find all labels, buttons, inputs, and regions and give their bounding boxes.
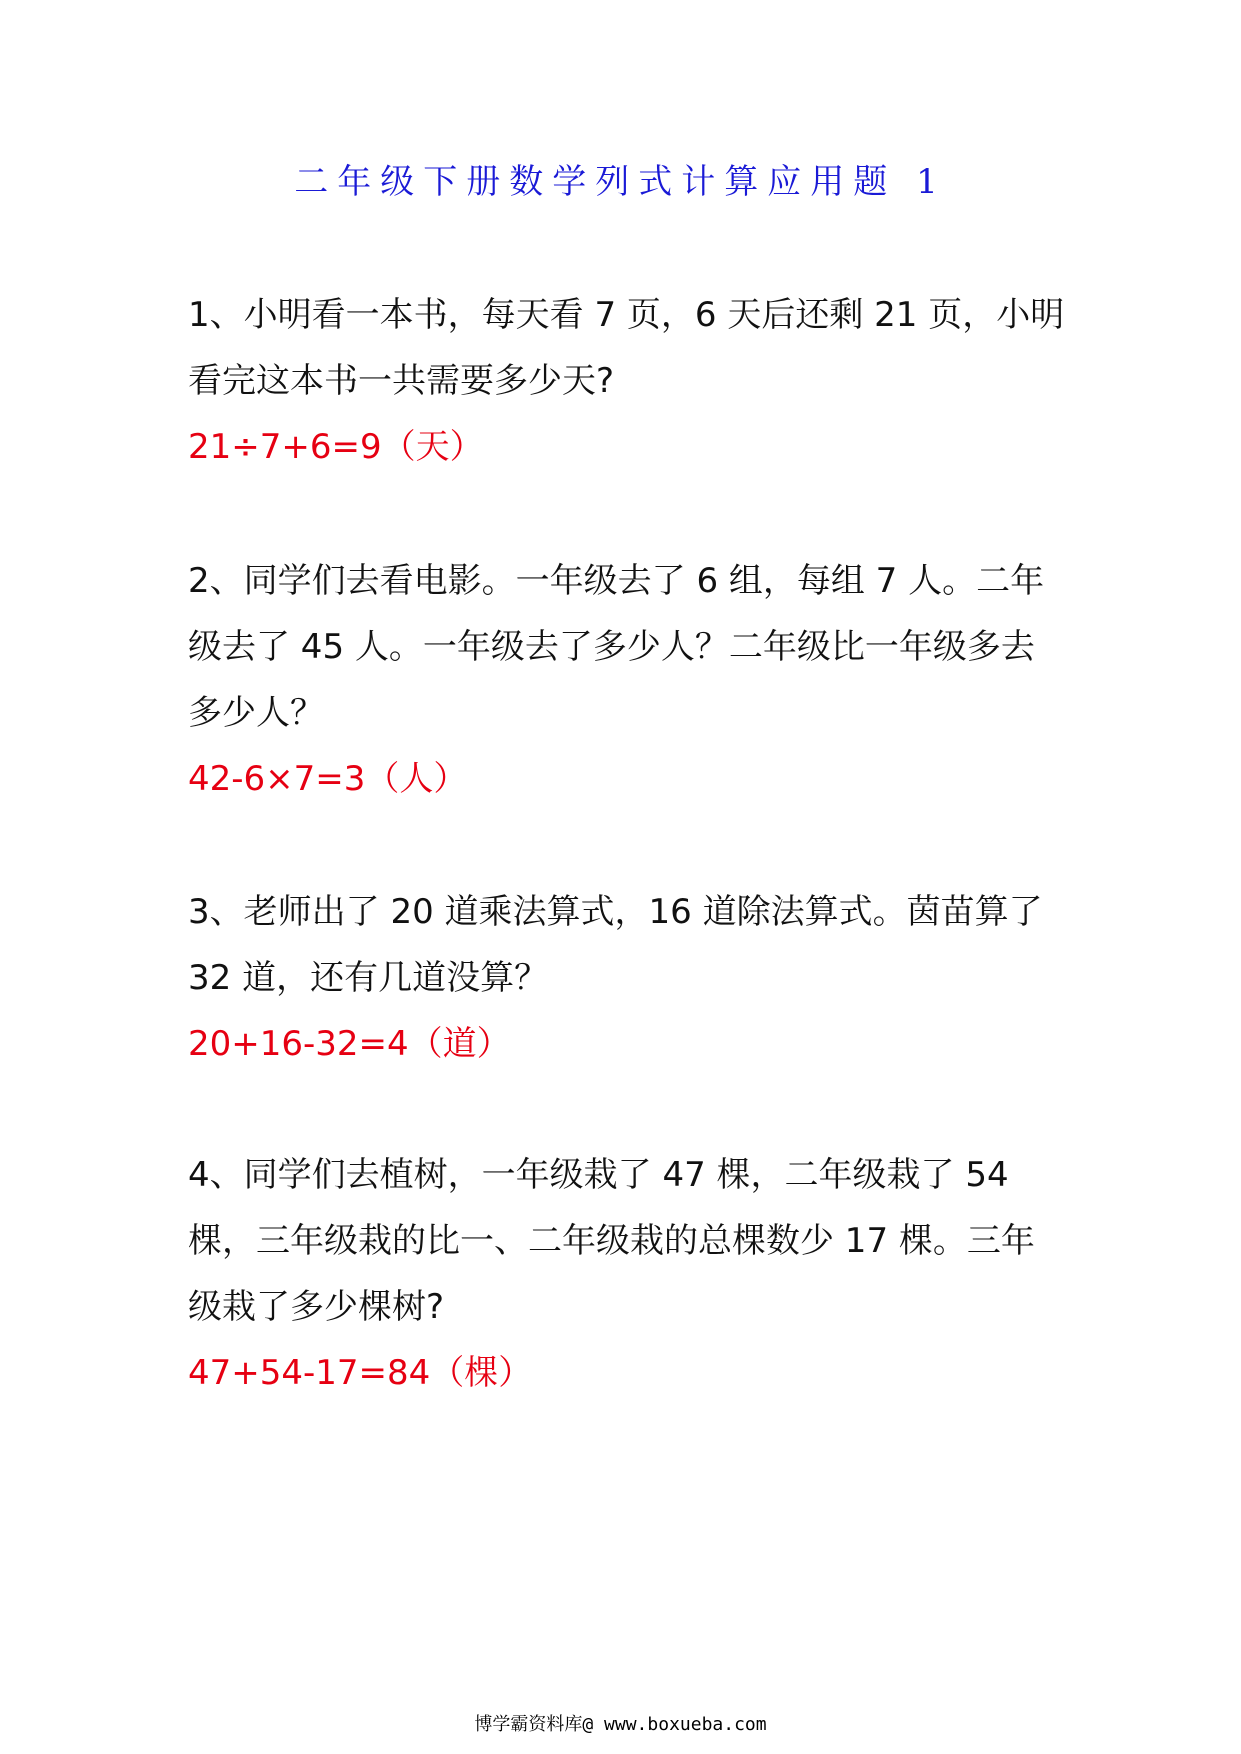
problem-1 — [188, 282, 1068, 480]
problem-4 — [188, 1142, 1068, 1406]
page-title: 二年级下册数学列式计算应用题 1 — [294, 162, 947, 202]
problem-answer: 47+54-17=84（棵） — [188, 1353, 533, 1393]
problem-question: 1、小明看一本书，每天看 7 页，6 天后还剩 21 页，小明看完这本书一共需要多少天? — [188, 295, 1065, 401]
problem-question: 2、同学们去看电影。一年级去了 6 组，每组 7 人。二年级去了 45 人。一年级去了多少人？二年级比一年级多去多少人？ — [188, 561, 1045, 733]
problem-question: 3、老师出了 20 道乘法算式，16 道除法算式。茵苗算了 32 道，还有几道没算？ — [188, 892, 1043, 998]
problem-3 — [188, 879, 1068, 1077]
problem-answer: 42-6×7=3（人） — [188, 759, 468, 799]
problem-2 — [188, 548, 1068, 812]
problem-answer: 20+16-32=4（道） — [188, 1024, 511, 1064]
problem-answer: 21÷7+6=9（天） — [188, 427, 484, 467]
footer-watermark: 博学霸资料库@ www.boxueba.com — [474, 1714, 767, 1735]
problem-question: 4、同学们去植树，一年级栽了 47 棵，二年级栽了 54 棵，三年级栽的比一、二年级栽的总棵数少 17 棵。三年级栽了多少棵树? — [188, 1155, 1035, 1327]
